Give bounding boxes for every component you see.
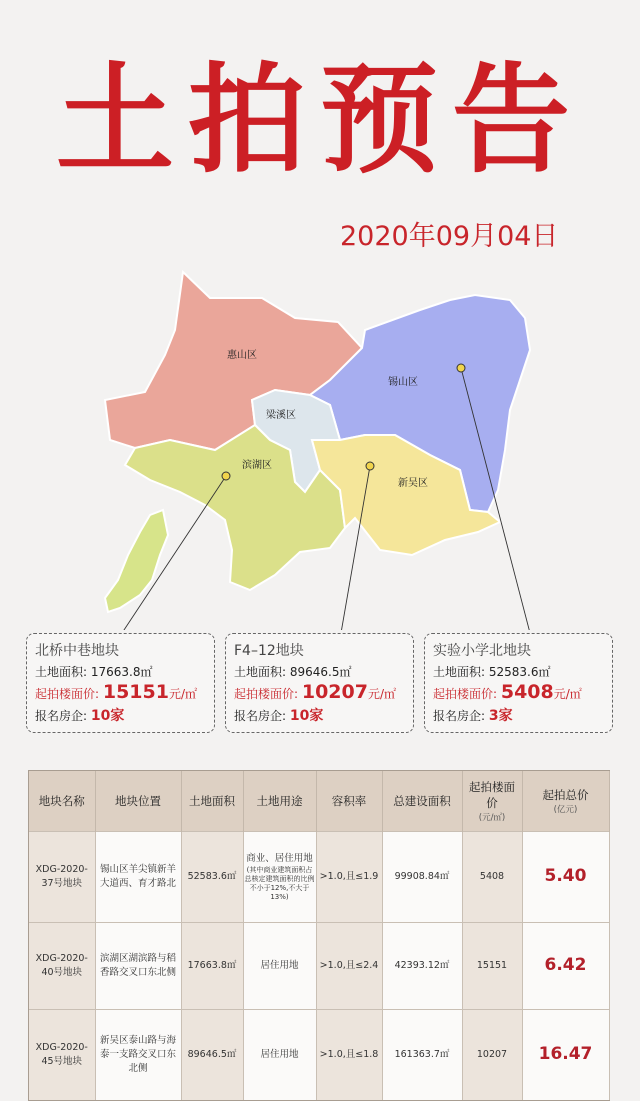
- header-use: 土地用途: [243, 771, 316, 832]
- marker-xinwu: [366, 462, 374, 470]
- cell-price: 5408: [462, 832, 522, 923]
- label-binhu: 滨湖区: [242, 460, 272, 471]
- cell-total: 6.42: [522, 923, 609, 1010]
- cell-ratio: >1.0,且≤1.9: [316, 832, 382, 923]
- cell-price: 10207: [462, 1010, 522, 1101]
- marker-binhu: [222, 472, 230, 480]
- cell-total: 16.47: [522, 1010, 609, 1101]
- header-area: 土地面积: [181, 771, 243, 832]
- card-area: 土地面积: 52583.6㎡: [433, 665, 551, 679]
- cell-location: 滨湖区湖滨路与稻香路交叉口东北侧: [95, 923, 181, 1010]
- cell-location: 新吴区泰山路与海泰一支路交叉口东北侧: [95, 1010, 181, 1101]
- land-table: [28, 770, 610, 1101]
- cell-build: 161363.7㎡: [382, 1010, 462, 1101]
- card-name: 北桥中巷地块: [35, 643, 119, 659]
- card-price: 起拍楼面价: 10207元/㎡: [234, 681, 397, 703]
- cell-build: 42393.12㎡: [382, 923, 462, 1010]
- table-row: [29, 832, 609, 923]
- cell-use: 居住用地: [243, 1010, 316, 1101]
- plot-card-beiqiao: [26, 633, 215, 733]
- card-price: 起拍楼面价: 15151元/㎡: [35, 681, 198, 703]
- card-area: 土地面积: 17663.8㎡: [35, 665, 153, 679]
- label-xinwu: 新吴区: [398, 478, 428, 489]
- cell-use: 商业、居住用地 (其中商业建筑面积占总核定建筑面积的比例不小于12%,不大于13%): [243, 832, 316, 923]
- card-registrants: 报名房企: 3家: [433, 708, 513, 724]
- card-registrants: 报名房企: 10家: [234, 708, 324, 724]
- header-location: 地块位置: [95, 771, 181, 832]
- cell-area: 17663.8㎡: [181, 923, 243, 1010]
- label-xishan: 锡山区: [388, 377, 418, 388]
- cell-use: 居住用地: [243, 923, 316, 1010]
- cell-price: 15151: [462, 923, 522, 1010]
- cell-name: XDG-2020-40号地块: [29, 923, 95, 1010]
- card-name: 实验小学北地块: [433, 643, 531, 659]
- table-row: [29, 1010, 609, 1101]
- table-header-row: [29, 771, 609, 832]
- cell-name: XDG-2020-37号地块: [29, 832, 95, 923]
- card-name: F4–12地块: [234, 643, 304, 659]
- label-huishan: 惠山区: [227, 350, 257, 361]
- header-ratio: 容积率: [316, 771, 382, 832]
- cell-area: 89646.5㎡: [181, 1010, 243, 1101]
- header-build: 总建设面积: [382, 771, 462, 832]
- cell-location: 锡山区羊尖镇新羊大道西、育才路北: [95, 832, 181, 923]
- label-liangxi: 梁溪区: [266, 410, 296, 421]
- cell-total: 5.40: [522, 832, 609, 923]
- table-row: [29, 923, 609, 1010]
- cell-build: 99908.84㎡: [382, 832, 462, 923]
- card-registrants: 报名房企: 10家: [35, 708, 125, 724]
- date-label: 2020年09月04日: [340, 221, 559, 252]
- cell-ratio: >1.0,且≤2.4: [316, 923, 382, 1010]
- header-price: 起拍楼面价 (元/㎡): [462, 771, 522, 832]
- card-price: 起拍楼面价: 5408元/㎡: [433, 681, 582, 703]
- card-area: 土地面积: 89646.5㎡: [234, 665, 352, 679]
- plot-card-shiyan: [424, 633, 613, 733]
- cell-name: XDG-2020-45号地块: [29, 1010, 95, 1101]
- plot-card-f4-12: [225, 633, 414, 733]
- header-name: 地块名称: [29, 771, 95, 832]
- marker-xishan: [457, 364, 465, 372]
- page-title: 土拍预告: [55, 50, 584, 189]
- header-total: 起拍总价 (亿元): [522, 771, 609, 832]
- district-map: [0, 260, 640, 630]
- island: [105, 510, 168, 612]
- cell-ratio: >1.0,且≤1.8: [316, 1010, 382, 1101]
- cell-area: 52583.6㎡: [181, 832, 243, 923]
